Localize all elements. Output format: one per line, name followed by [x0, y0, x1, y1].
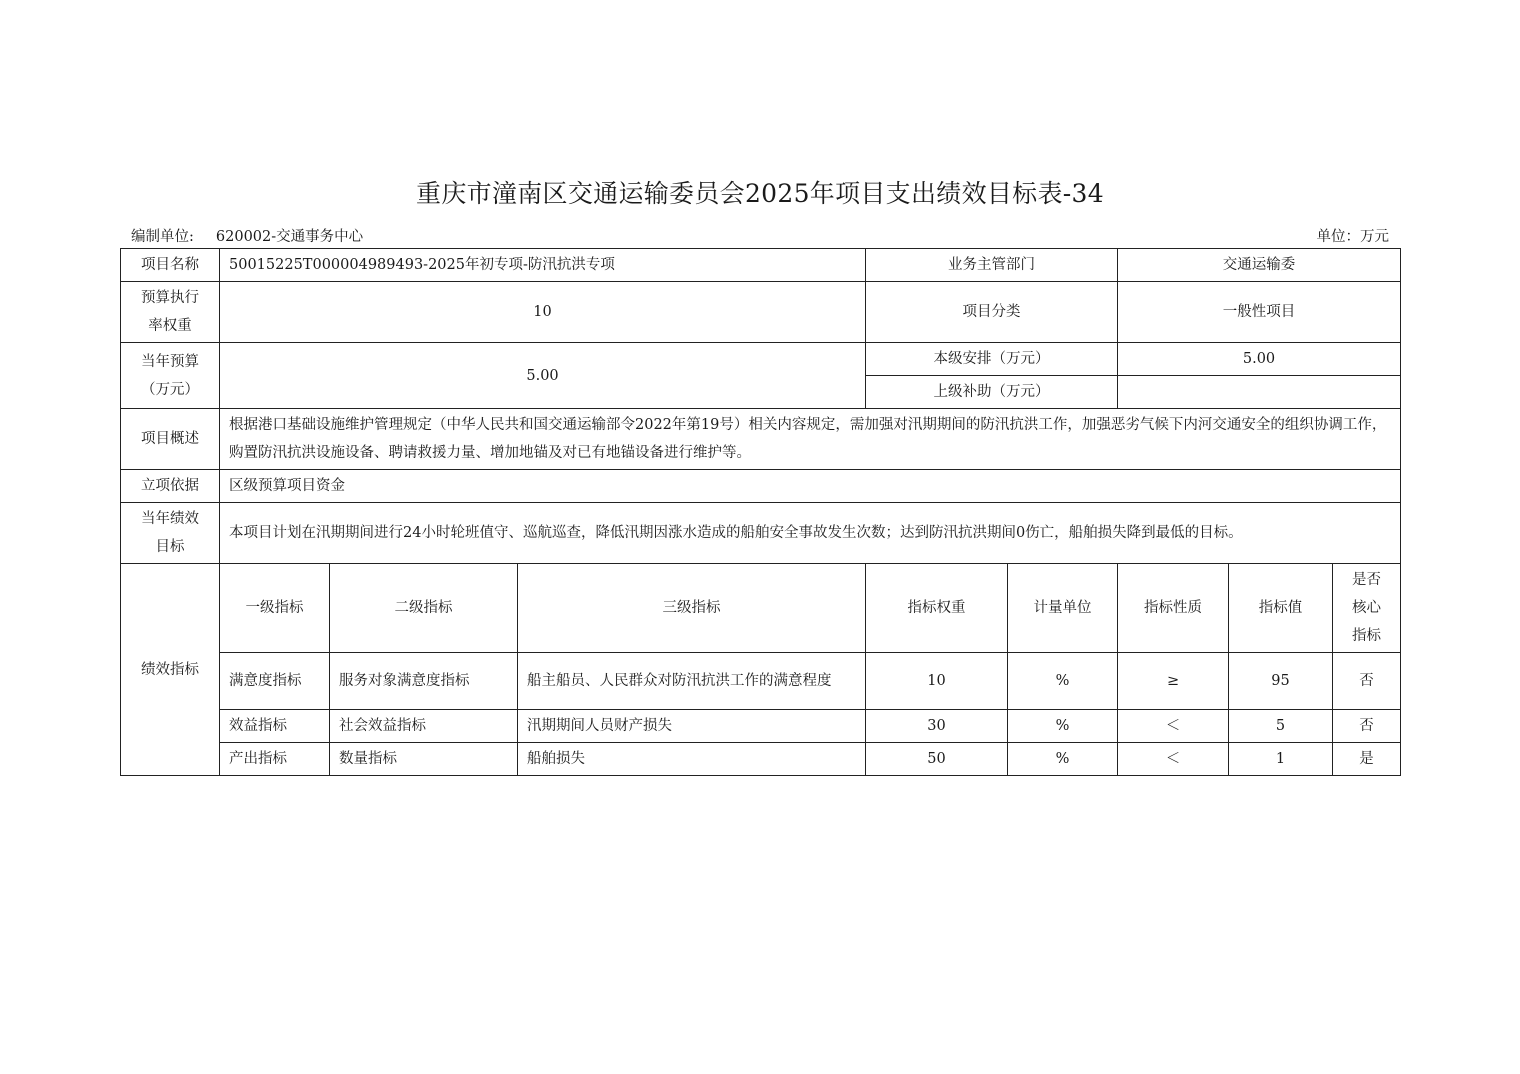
exec-weight-label-line2: 率权重: [148, 318, 192, 334]
row-level1: 效益指标: [220, 710, 330, 743]
header-core-line2: 核心: [1352, 600, 1382, 616]
row-nature: ≥: [1118, 653, 1229, 710]
header-unit: 计量单位: [1008, 564, 1118, 653]
row-nature: ＜: [1118, 743, 1229, 776]
budget-label-line1: 当年预算: [141, 353, 199, 370]
row-unit: %: [1008, 653, 1118, 710]
header-core-line1: 是否: [1352, 572, 1382, 588]
row-level1: 产出指标: [220, 743, 330, 776]
compiling-unit: [131, 225, 363, 246]
row-weight: 10: [866, 653, 1008, 710]
local-arrangement-value: 5.00: [1118, 343, 1401, 376]
row-weight: 50: [866, 743, 1008, 776]
performance-section-label: 绩效指标: [121, 564, 220, 776]
dept-value: 交通运输委: [1118, 249, 1401, 282]
project-name-value: 50015225T000004989493-2025年初专项-防汛抗洪专项: [220, 249, 866, 282]
row-value: 5: [1229, 710, 1333, 743]
dept-label: 业务主管部门: [866, 249, 1118, 282]
compiling-unit-value: 620002-交通事务中心: [215, 229, 364, 245]
header-level3: 三级指标: [518, 564, 866, 653]
basis-value: 区级预算项目资金: [220, 470, 1401, 503]
annual-goal-text: 本项目计划在汛期期间进行24小时轮班值守、巡航巡查，降低汛期因涨水造成的船舶安全事故发生次数；达到防汛抗洪期间0伤亡，船舶损失降到最低的目标。: [220, 503, 1401, 564]
row-level3: 汛期期间人员财产损失: [518, 710, 866, 743]
table-row: [121, 653, 1401, 710]
overview-label: 项目概述: [121, 409, 220, 470]
row-nature: ＜: [1118, 710, 1229, 743]
exec-weight-value: 10: [220, 282, 866, 343]
annual-goal-label-line2: 目标: [155, 539, 185, 555]
header-weight: 指标权重: [866, 564, 1008, 653]
row-value: 1: [1229, 743, 1333, 776]
row-level2: 社会效益指标: [330, 710, 518, 743]
budget-label: [121, 343, 220, 409]
superior-subsidy-value: [1118, 376, 1401, 409]
exec-weight-label-line1: 预算执行: [141, 290, 199, 306]
header-core-line3: 指标: [1352, 628, 1382, 644]
exec-weight-label: [121, 282, 220, 343]
project-name-label: 项目名称: [121, 249, 220, 282]
annual-goal-label-line1: 当年绩效: [141, 511, 199, 527]
row-core: 否: [1333, 710, 1401, 743]
header-level1: 一级指标: [220, 564, 330, 653]
row-value: 95: [1229, 653, 1333, 710]
row-level3: 船主船员、人民群众对防汛抗洪工作的满意程度: [518, 653, 866, 710]
row-unit: %: [1008, 710, 1118, 743]
header-core: [1333, 564, 1401, 653]
annual-goal-label: [121, 503, 220, 564]
currency-unit: 单位：万元: [1316, 229, 1389, 245]
header-level2: 二级指标: [330, 564, 518, 653]
header-value: 指标值: [1229, 564, 1333, 653]
row-core: 是: [1333, 743, 1401, 776]
table-row: [121, 710, 1401, 743]
header-nature: 指标性质: [1118, 564, 1229, 653]
budget-label-line2: （万元）: [141, 381, 199, 398]
superior-subsidy-label: 上级补助（万元）: [866, 376, 1118, 409]
row-level1: 满意度指标: [220, 653, 330, 710]
category-value: 一般性项目: [1118, 282, 1401, 343]
local-arrangement-label: 本级安排（万元）: [866, 343, 1118, 376]
budget-value: 5.00: [220, 343, 866, 409]
row-level3: 船舶损失: [518, 743, 866, 776]
row-unit: %: [1008, 743, 1118, 776]
basis-label: 立项依据: [121, 470, 220, 503]
page-title: 重庆市潼南区交通运输委员会2025年项目支出绩效目标表-34: [416, 179, 1104, 208]
overview-text: 根据港口基础设施维护管理规定（中华人民共和国交通运输部令2022年第19号）相关内容规定，需加强对汛期期间的防汛抗洪工作，加强恶劣气候下内河交通安全的组织协调工作，购置防汛抗洪设施设备、聘请救援力量、增加地锚及对已有地锚设备进行维护等。: [220, 409, 1401, 470]
row-level2: 数量指标: [330, 743, 518, 776]
row-level2: 服务对象满意度指标: [330, 653, 518, 710]
table-row: [121, 743, 1401, 776]
category-label: 项目分类: [866, 282, 1118, 343]
compiling-unit-label: 编制单位:: [131, 229, 194, 245]
performance-target-table: [120, 248, 1401, 776]
row-core: 否: [1333, 653, 1401, 710]
row-weight: 30: [866, 710, 1008, 743]
